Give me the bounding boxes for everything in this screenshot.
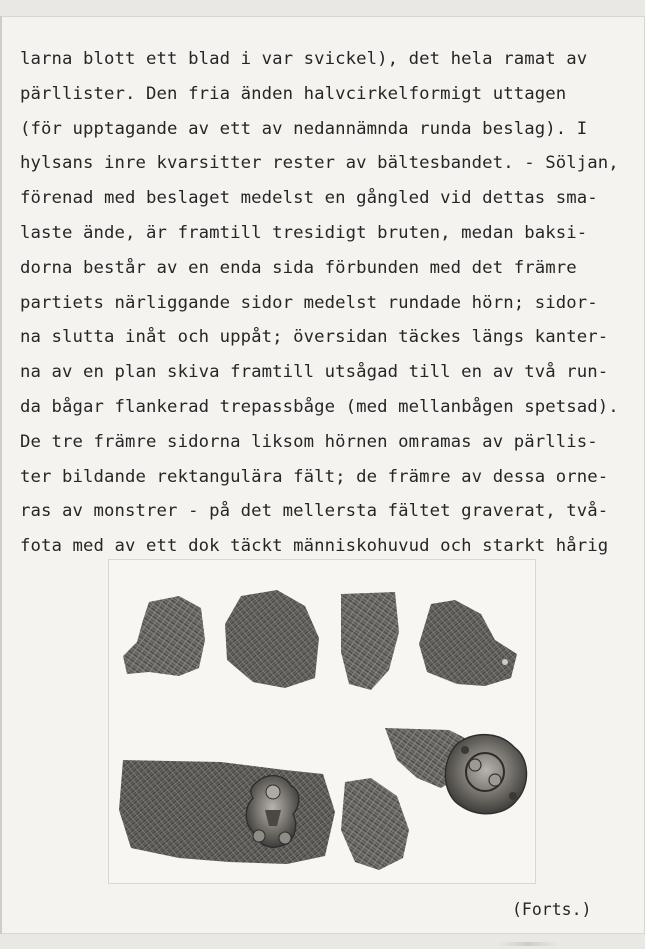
text-line: De tre främre sidorna liksom hörnen omramas av pärllis- (20, 431, 598, 452)
typed-text-block (20, 42, 632, 564)
rivet-hole (502, 659, 508, 665)
text-line: pärllister. Den fria änden halvcirkelformigt uttagen (20, 83, 567, 104)
text-line: ras av monstrer - på det mellersta fältet graverat, två- (20, 501, 609, 522)
text-line: na av en plan skiva framtill utsågad till en av två run- (20, 362, 609, 383)
artifact-photograph (108, 559, 536, 884)
text-line: da bågar flankerad trepassbåge (med mellanbågen spetsad). (20, 396, 619, 417)
fragment-bottom-middle (341, 778, 409, 870)
text-line: hylsans inre kvarsitter rester av bältesbandet. - Söljan, (20, 153, 619, 174)
buckle-mount (246, 776, 299, 848)
continuation-note: (Forts.) (512, 900, 592, 919)
text-line: ter bildande rektangulära fält; de främre av dessa orne- (20, 466, 609, 487)
textile-fragments-illustration (109, 560, 535, 883)
text-line: fota med av ett dok täckt människohuvud och starkt hårig (20, 536, 609, 557)
card-edge-shadow (0, 16, 2, 934)
fragment-top-3 (341, 592, 399, 690)
text-line: na slutta inåt och uppåt; översidan täckes längs kanter- (20, 327, 609, 348)
round-mount (445, 735, 526, 814)
bottom-smudge (498, 942, 558, 946)
fragment-bottom-left (119, 760, 335, 864)
text-line: larna blott ett blad i var svickel), det hela ramat av (20, 49, 588, 69)
text-line: laste ände, är framtill tresidigt bruten, medan baksi- (20, 222, 588, 243)
fragment-top-4 (419, 600, 517, 686)
text-line: dorna består av en enda sida förbunden med det främre (20, 257, 577, 278)
fragment-top-1 (123, 596, 205, 676)
index-card (0, 16, 645, 934)
text-line: förenad med beslaget medelst en gångled vid dettas sma- (20, 188, 598, 209)
text-line: partiets närliggande sidor medelst rundade hörn; sidor- (20, 292, 598, 313)
text-line: (för upptagande av ett av nedannämnda runda beslag). I (20, 118, 588, 139)
fragment-top-2 (225, 590, 319, 688)
